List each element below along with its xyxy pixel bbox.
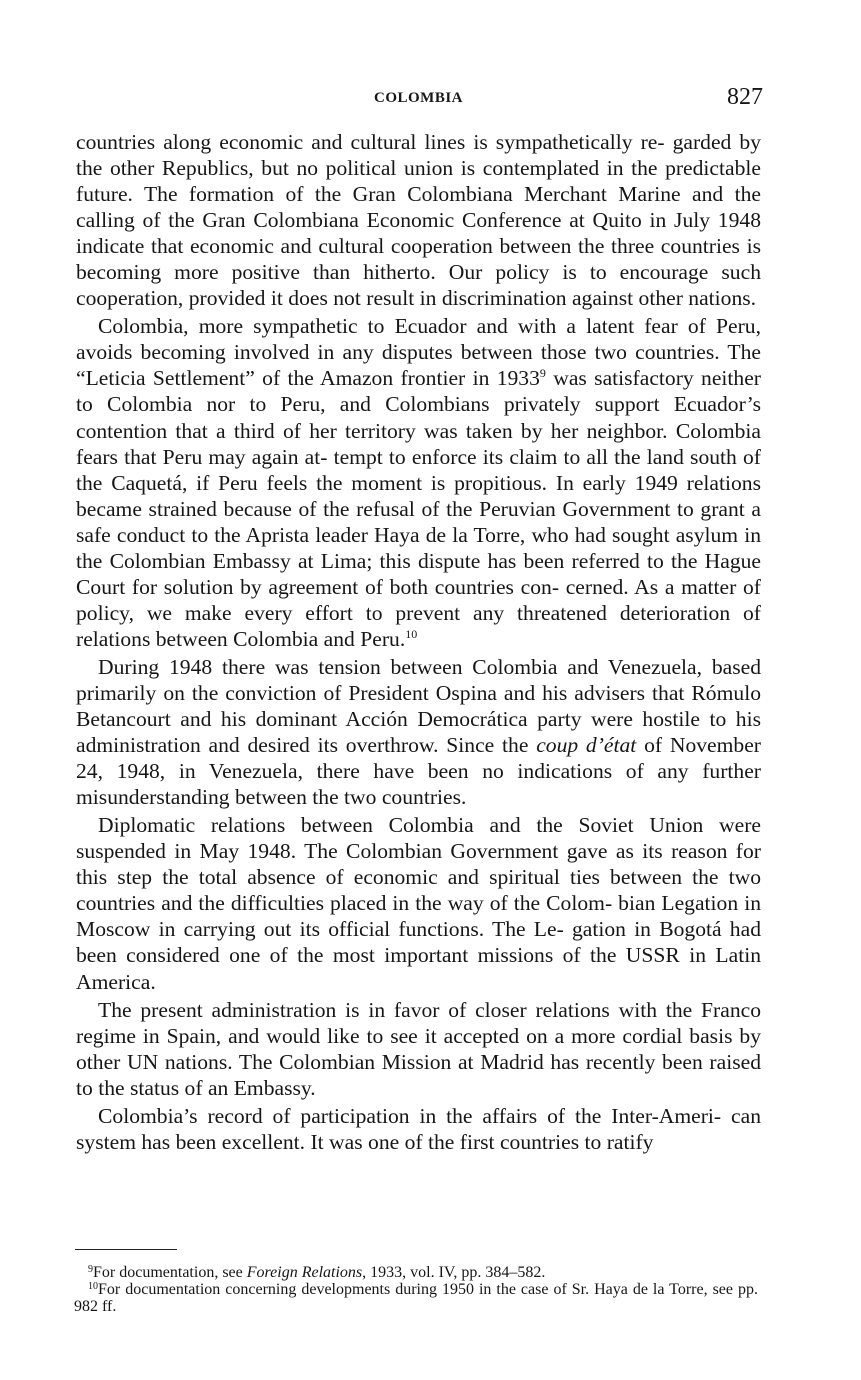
footnotes xyxy=(74,1264,758,1315)
footnote-9-marker: 9 xyxy=(88,1264,93,1275)
paragraph-2 xyxy=(76,313,761,652)
page-header xyxy=(74,84,763,114)
paragraph-5: The present administration is in favor of closer relations with the Franco regime in Spain, and would like to see it accepted on a more cordial basis by other UN nations. The Colombian Mission at Madrid has recently been raised to the status of an Embassy. xyxy=(76,997,761,1100)
footnote-10-text: For documentation concerning developments during 1950 in the case of Sr. Haya de la Torre, see pp. 982 ff. xyxy=(74,1281,758,1315)
footnote-9-text-b: , 1933, vol. IV, pp. 384–582. xyxy=(362,1264,546,1281)
paragraph-3-part-a: During 1948 there was tension between Colombia and Venezuela, based primarily on the conviction of President Ospina and his advisers that Rómulo Betancourt and his dominant Acción Democrática party were hostile to his administration and desired its overthrow. Since the xyxy=(76,654,761,758)
footnote-9 xyxy=(74,1264,758,1281)
body-text xyxy=(76,129,761,1155)
paragraph-1: countries along economic and cultural lines is sympathetically re- garded by the other Republics, but no political union is contemplated in the predictable future. The formation of the Gran Colombiana Merchant Marine and the calling of the Gran Colombiana Economic Conference at Quito in July 1948 indicate that economic and cultural cooperation between the three countries is becoming more positive than hitherto. Our policy is to encourage such cooperation, provided it does not result in discrimination against other nations. xyxy=(76,130,761,311)
footnote-9-text-a: For documentation, see xyxy=(93,1264,247,1281)
page-number: 827 xyxy=(727,84,763,110)
paragraph-6: Colombia’s record of participation in the affairs of the Inter-Ameri- can system has been excellent. It was one of the first countries to ratify xyxy=(76,1103,761,1154)
paragraph-4: Diplomatic relations between Colombia and the Soviet Union were suspended in May 1948. The Colombian Government gave as its reason for this step the total absence of economic and spiritual ties between the two countries and the difficulties placed in the way of the Colom- bian Legation in Moscow in carrying out its official functions. The Le- gation in Bogotá had been considered one of the most important missions of the USSR in Latin America. xyxy=(76,813,761,994)
footnote-ref-9: 9 xyxy=(539,366,546,381)
paragraph-2-part-b: was satisfactory neither to Colombia nor to Peru, and Colombians privately support Ecuador’s contention that a third of her territory was taken by her neighbor. Colombia fears that Peru may again at- tempt to enforce its claim to all the land south of the Caquetá, if Peru feels the moment is propitious. In early 1949 relations became strained because of the refusal of the Peruvian Government to grant a safe conduct to the Aprista leader Haya de la Torre, who had sought asylum in the Colombian Embassy at Lima; this dispute has been referred to the Hague Court for solution by agreement of both countries con- cerned. As a matter of policy, we make every effort to prevent any threatened deterioration of relations between Colombia and Peru. xyxy=(76,366,761,651)
running-head: COLOMBIA xyxy=(373,90,463,106)
footnote-10-marker: 10 xyxy=(88,1281,98,1292)
paragraph-3-italic: coup d’état xyxy=(536,733,637,758)
footnote-10 xyxy=(74,1281,758,1315)
paragraph-3-part-b: of November 24, 1948, in Venezuela, there have been no indications of any further misunderstanding between the two countries. xyxy=(76,733,761,810)
paragraph-2-part-a: Colombia, more sympathetic to Ecuador and with a latent fear of Peru, avoids becoming involved in any disputes between those two countries. The “Leticia Settlement” of the Amazon frontier in 1933 xyxy=(76,314,761,391)
paragraph-3 xyxy=(76,654,761,810)
footnote-9-italic: Foreign Relations xyxy=(246,1264,363,1281)
footnote-ref-10: 10 xyxy=(405,626,418,641)
footnote-divider xyxy=(75,1249,177,1250)
